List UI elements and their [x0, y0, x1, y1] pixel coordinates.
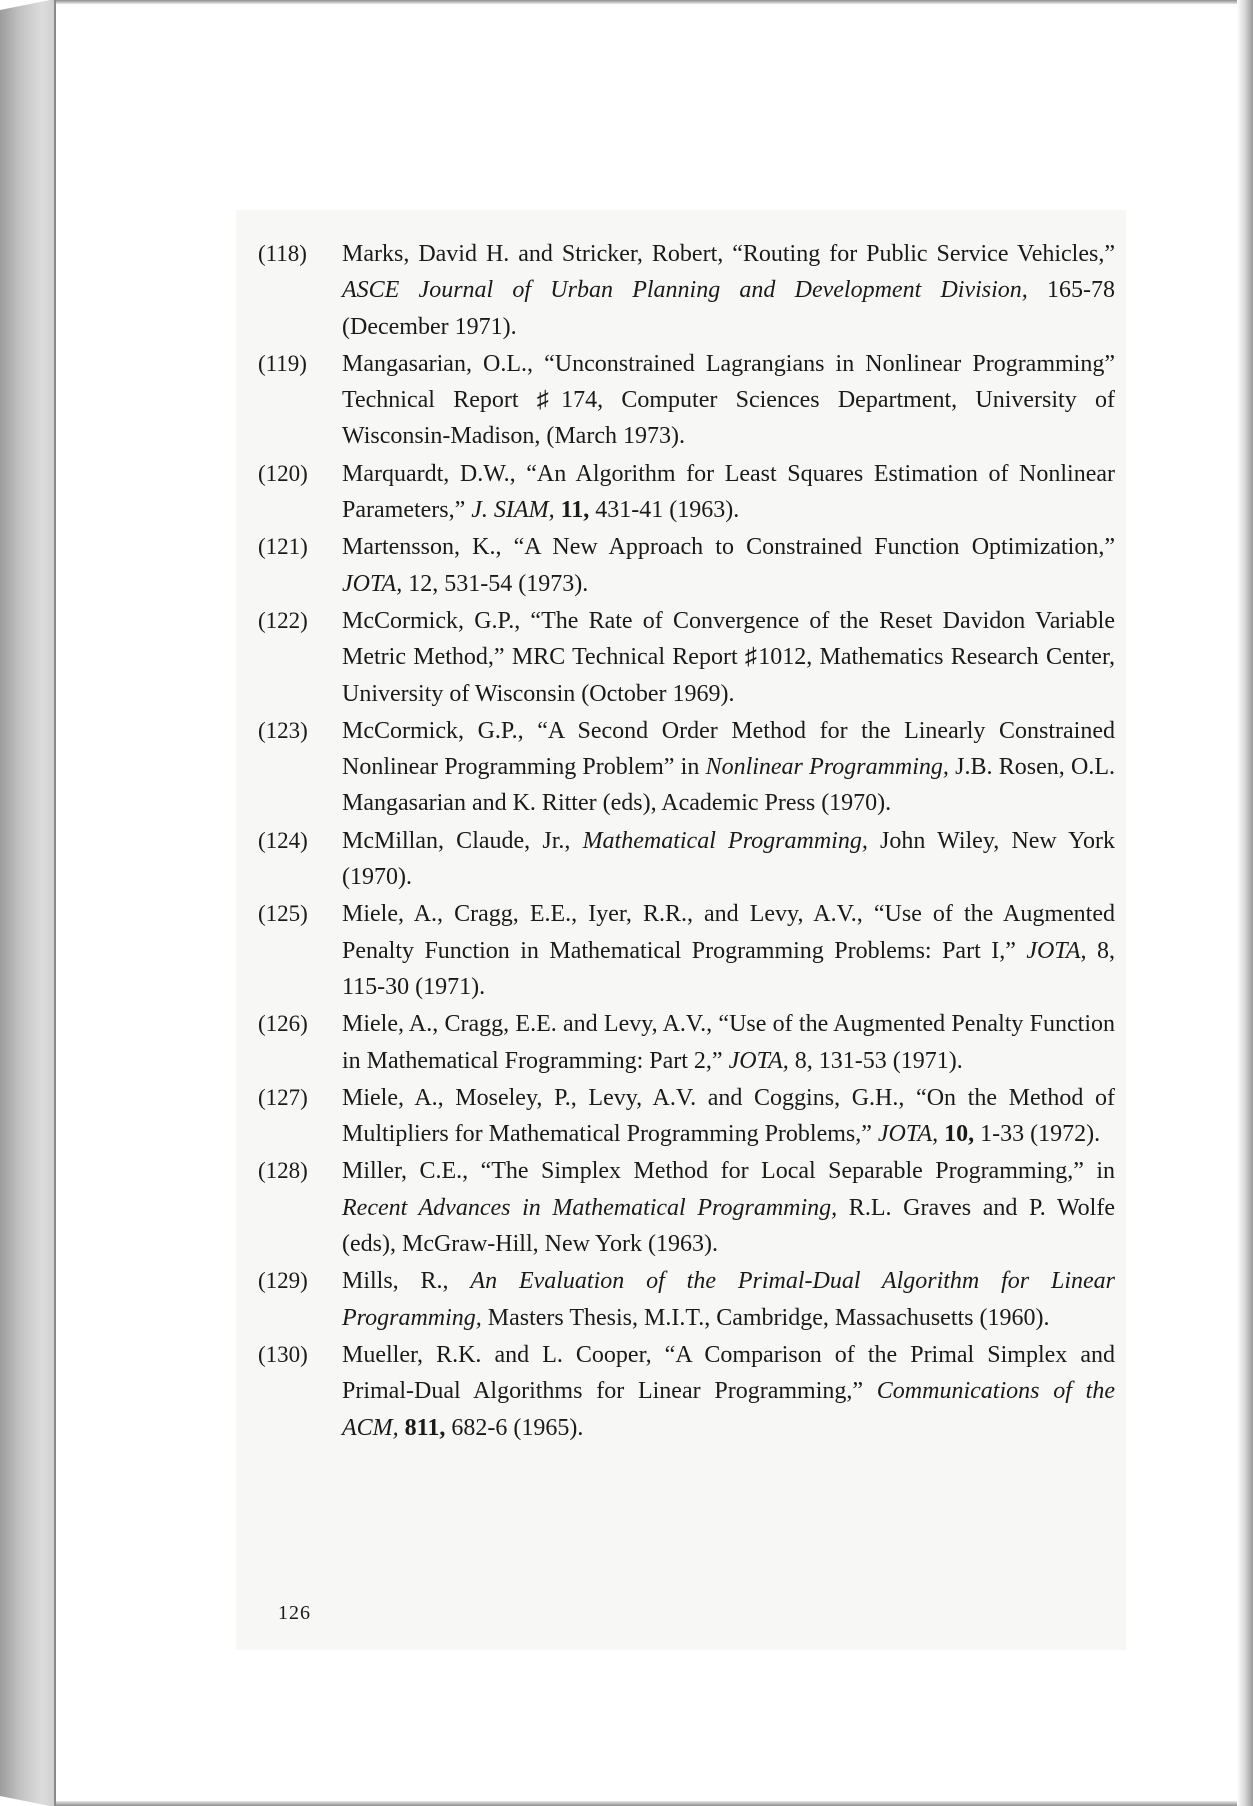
reference-text: 12, 531-54 (1973). — [402, 570, 589, 597]
reference-list — [258, 236, 1115, 1447]
reference-text: Marquardt, D.W., “An Algorithm for Least Squares Estimation of Nonlinear Parameters,” — [342, 460, 1115, 524]
reference-entry — [258, 1006, 1115, 1079]
page-right-edge — [1237, 0, 1253, 1806]
reference-number: (121) — [258, 534, 308, 560]
reference-text: 811, — [404, 1414, 446, 1441]
reference-number: (118) — [258, 241, 307, 266]
reference-text: Nonlinear Programming, — [705, 754, 949, 781]
reference-entry — [258, 896, 1115, 1005]
reference-text: McMillan, Claude, Jr., — [342, 827, 583, 854]
reference-text: 8, 131-53 (1971). — [788, 1047, 963, 1074]
reference-text: 682-6 (1965). — [445, 1414, 584, 1441]
reference-entry — [258, 236, 1115, 345]
reference-text: Mangasarian, O.L., “Unconstrained Lagrangians in Nonlinear Programming” Technical Report ♯174, Computer Sciences Department, University of Wisconsin-Madison, (March 1973). — [342, 350, 1115, 450]
reference-text: R.L. Graves and P. Wolfe (eds), McGraw-Hill, New York (1963). — [342, 1194, 1115, 1258]
reference-entry — [258, 1080, 1115, 1153]
reference-text: Miele, A., Cragg, E.E. and Levy, A.V., “Use of the Augmented Penalty Function in Mathematical Frogramming: Part 2,” — [342, 1011, 1115, 1074]
reference-entry — [258, 1337, 1115, 1446]
reference-text: Marks, David H. and Stricker, Robert, “Routing for Public Service Vehicles,” — [342, 241, 1115, 267]
page-top-edge — [56, 0, 1253, 4]
reference-text: Recent Advances in Mathematical Programming, — [342, 1194, 838, 1221]
reference-text: An Evaluation of the Primal-Dual Algorithm for Linear Programming, — [342, 1268, 1115, 1331]
reference-entry — [258, 346, 1115, 455]
reference-text: McCormick, G.P., “The Rate of Convergence of the Reset Davidon Variable Metric Method,” MRC Technical Report ♯1012, Mathematics Research Center, University of Wisconsin (October 1969). — [342, 607, 1115, 707]
reference-text: 11, — [560, 497, 590, 524]
reference-number: (126) — [258, 1011, 308, 1037]
reference-number: (122) — [258, 607, 308, 633]
spine-divider — [54, 0, 56, 1806]
reference-entry — [258, 603, 1115, 712]
reference-entry — [258, 456, 1115, 529]
reference-entry — [258, 823, 1115, 896]
reference-text: Mueller, R.K. and L. Cooper, “A Comparison of the Primal Simplex and Primal-Dual Algorithms for Linear Programming,” — [342, 1341, 1115, 1405]
book-spine-edge — [0, 0, 56, 1806]
reference-number: (123) — [258, 717, 308, 743]
reference-entry — [258, 1263, 1115, 1336]
reference-text: Mathematical Programming, — [582, 827, 868, 854]
page-number: 126 — [278, 1602, 311, 1624]
reference-text: ASCE Journal of Urban Planning and Development Division, — [342, 277, 1028, 304]
reference-text: J.B. Rosen, O.L. Mangasarian and K. Ritter (eds), Academic Press (1970). — [342, 754, 1115, 817]
reference-text: McCormick, G.P., “A Second Order Method for the Linearly Constrained Nonlinear Programming Problem” in — [342, 717, 1115, 781]
reference-text: Masters Thesis, M.I.T., Cambridge, Massachusetts (1960). — [481, 1304, 1050, 1331]
reference-number: (128) — [258, 1158, 308, 1184]
reference-number: (120) — [258, 460, 308, 486]
reference-text: 1-33 (1972). — [974, 1121, 1101, 1148]
reference-number: (129) — [258, 1268, 308, 1294]
page-bottom-edge — [56, 1801, 1253, 1806]
reference-text: Mills, R., — [342, 1268, 471, 1295]
reference-text: J. SIAM, — [471, 497, 555, 524]
reference-text: 165-78 (December 1971). — [342, 277, 1115, 340]
reference-text: 10, — [944, 1121, 975, 1148]
reference-entry — [258, 1153, 1115, 1262]
reference-text: 431-41 (1963). — [589, 497, 740, 524]
reference-text: JOTA, — [1026, 937, 1087, 964]
reference-text: Miele, A., Moseley, P., Levy, A.V. and Coggins, G.H., “On the Method of Multipliers for Mathematical Programming Problems,” — [342, 1084, 1115, 1148]
reference-text: JOTA, — [728, 1047, 789, 1074]
reference-number: (125) — [258, 901, 308, 927]
reference-text: JOTA, — [342, 570, 403, 597]
reference-text: John Wiley, New York (1970). — [342, 827, 1115, 891]
reference-text: Communications of the ACM, — [342, 1378, 1116, 1441]
reference-number: (124) — [258, 827, 308, 853]
reference-number: (130) — [258, 1341, 308, 1367]
reference-text: Miele, A., Cragg, E.E., Iyer, R.R., and Levy, A.V., “Use of the Augmented Penalty Function in Mathematical Programming Problems: Part I,” — [342, 901, 1115, 964]
reference-text: Martensson, K., “A New Approach to Constrained Function Optimization,” — [342, 534, 1115, 561]
reference-number: (127) — [258, 1084, 308, 1110]
reference-text: JOTA, — [877, 1121, 939, 1148]
reference-text: Miller, C.E., “The Simplex Method for Local Separable Programming,” in — [342, 1158, 1115, 1185]
reference-text: 8, 115-30 (1971). — [342, 937, 1115, 1000]
reference-entry — [258, 713, 1115, 822]
reference-number: (119) — [258, 350, 307, 376]
reference-entry — [258, 529, 1115, 602]
